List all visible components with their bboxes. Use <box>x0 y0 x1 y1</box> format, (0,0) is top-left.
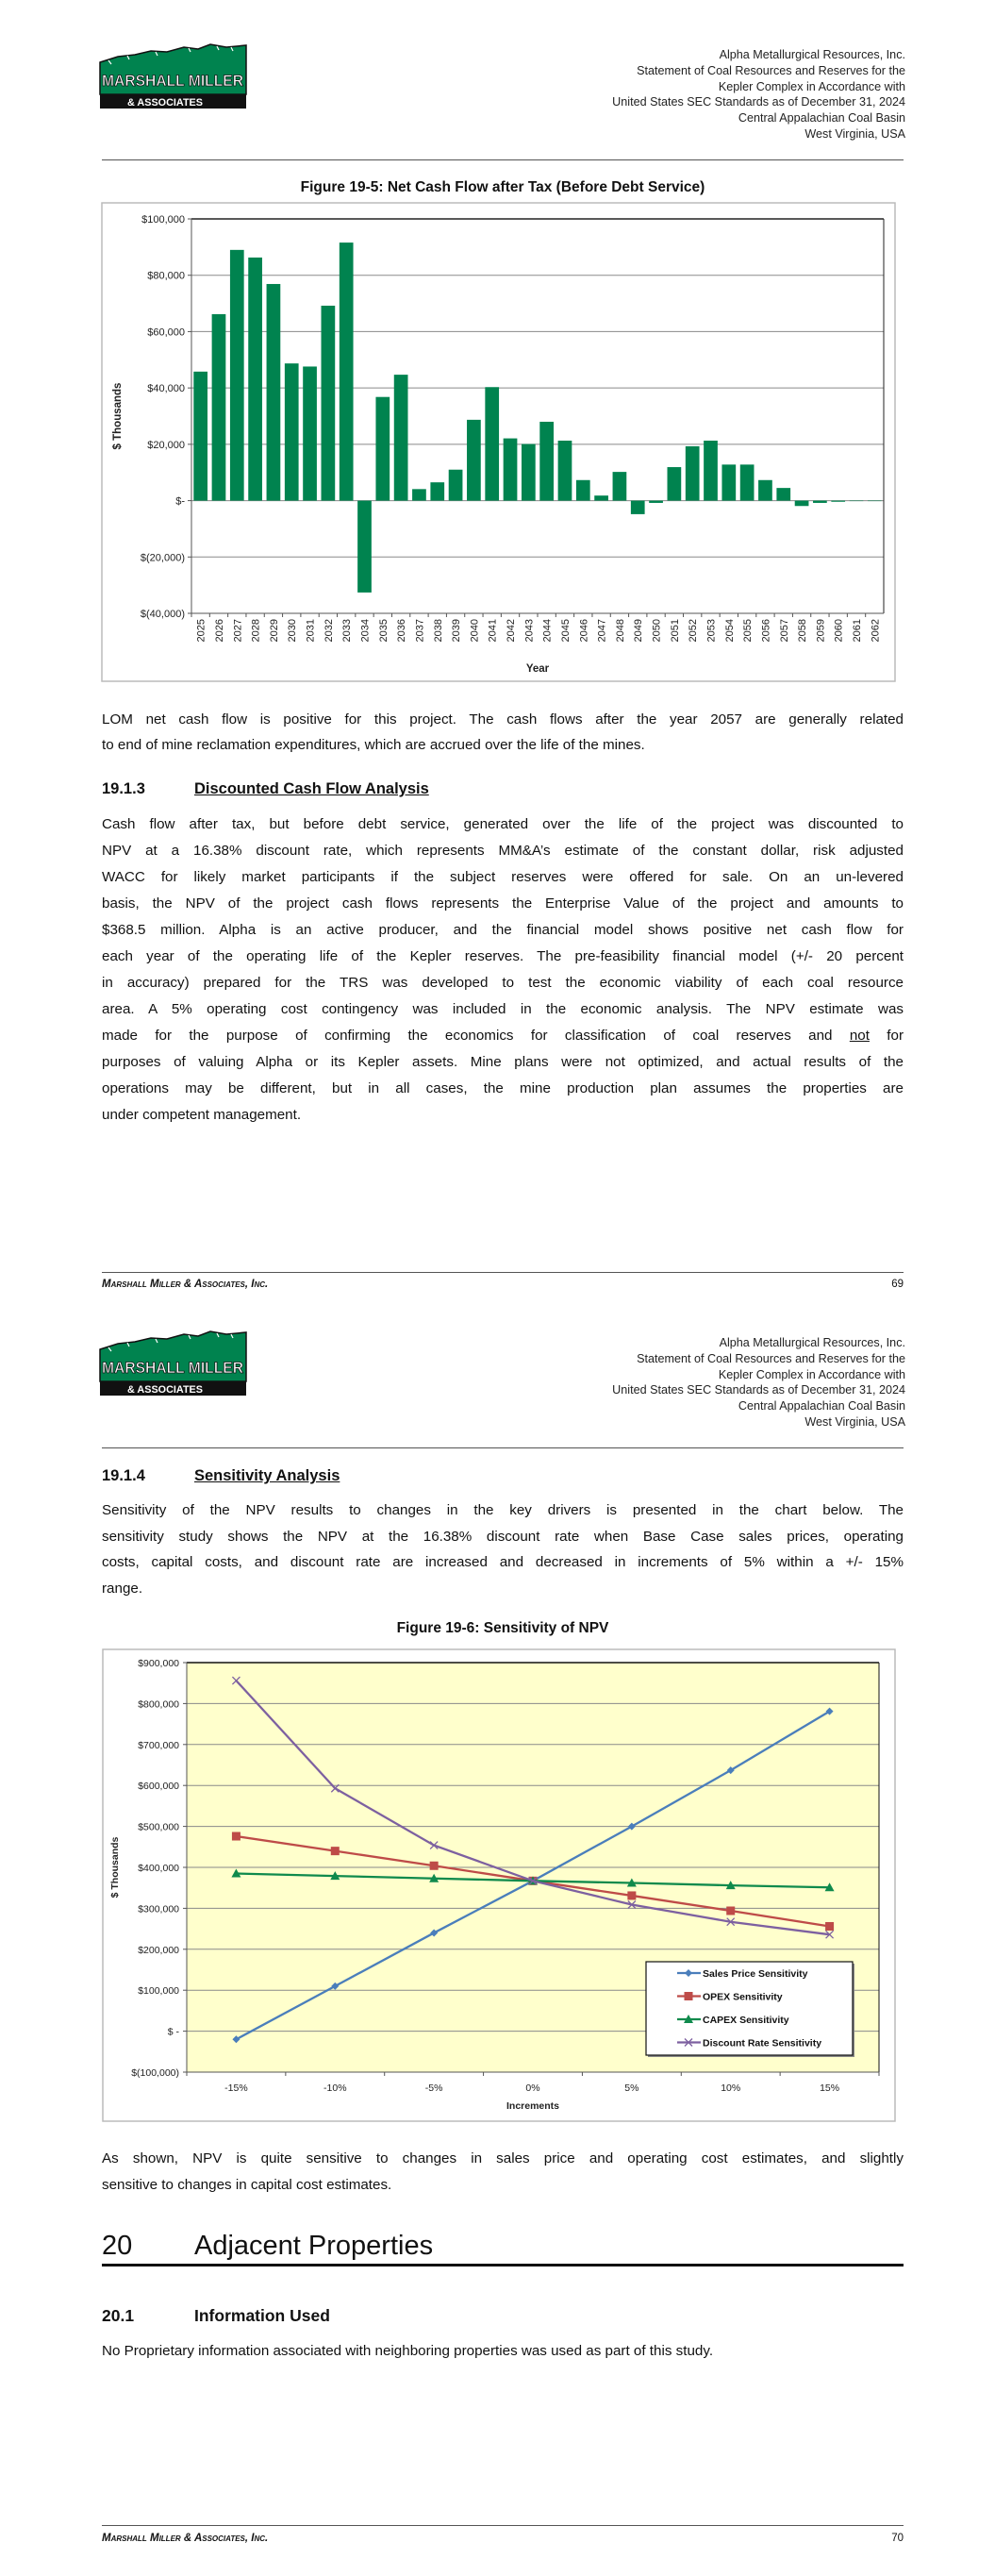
header-line: West Virginia, USA <box>804 126 905 141</box>
x-tick-label: 2050 <box>651 619 663 643</box>
y-tick-label: $100,000 <box>141 214 185 226</box>
section-heading <box>102 1467 340 1485</box>
x-tick-label: 2060 <box>833 619 845 643</box>
figure-title: Figure 19-5: Net Cash Flow after Tax (Before Debt Service) <box>300 179 705 195</box>
body-text-line: to end of mine reclamation expenditures, which are accrued over the life of the mines. <box>102 737 645 753</box>
x-tick-label: 2059 <box>815 619 827 643</box>
x-axis-title: Increments <box>506 2100 560 2112</box>
y-tick-label: $40,000 <box>147 383 185 395</box>
y-tick-label: $200,000 <box>138 1944 179 1956</box>
body-text-line: sensitivity study shows the NPV at the 16.38% discount rate when Base Case sales prices, operating <box>102 1529 904 1545</box>
body-text-line: under competent management. <box>102 1107 302 1123</box>
x-tick-label: 2030 <box>287 619 299 643</box>
bar <box>758 480 772 501</box>
bar <box>430 482 444 500</box>
svg-text:& ASSOCIATES: & ASSOCIATES <box>127 1384 203 1396</box>
x-tick-label: 2053 <box>705 619 718 643</box>
body-text-line: basis, the NPV of the project cash flows represents the Enterprise Value of the project and amounts to <box>102 895 904 912</box>
x-tick-label: 2037 <box>414 619 426 643</box>
y-tick-label: $ - <box>167 2026 179 2038</box>
header-line: United States SEC Standards as of December 31, 2024 <box>612 95 905 109</box>
x-tick-label: 2033 <box>341 619 354 643</box>
section-number: 19.1.4 <box>102 1467 145 1484</box>
x-tick-label: 2048 <box>614 619 626 643</box>
bar <box>813 501 827 503</box>
x-tick-label: 2025 <box>195 619 207 643</box>
x-tick-label: 2049 <box>633 619 645 643</box>
body-text-line: area. A 5% operating cost contingency was included in the economic analysis. The NPV estimate was <box>102 1001 904 1017</box>
chapter-heading <box>102 2231 904 2267</box>
page-footer <box>102 2533 904 2544</box>
figure-title: Figure 19-6: Sensitivity of NPV <box>396 1620 609 1636</box>
report-header <box>612 1335 905 1430</box>
svg-text:MARSHALL MILLER: MARSHALL MILLER <box>102 1359 243 1377</box>
header-line: Statement of Coal Resources and Reserves for the <box>637 1351 905 1365</box>
header-line: Kepler Complex in Accordance with <box>718 79 905 93</box>
x-tick-label: 15% <box>820 2083 840 2094</box>
subsection-heading <box>102 2306 330 2326</box>
header-line: West Virginia, USA <box>804 1414 905 1429</box>
subsection-number: 20.1 <box>102 2306 135 2325</box>
bar <box>485 387 499 500</box>
y-tick-label: $- <box>175 495 185 508</box>
footer-divider <box>102 2525 904 2526</box>
x-tick-label: 2031 <box>305 619 317 643</box>
body-text-line <box>102 1027 904 1045</box>
bar <box>248 258 262 501</box>
bar <box>412 489 426 500</box>
text-segment: for <box>869 1028 904 1044</box>
opex-sensitivitypoint <box>331 1847 340 1855</box>
legend-label: Discount Rate Sensitivity <box>703 2037 822 2049</box>
bar <box>539 422 554 501</box>
x-tick-label: 2028 <box>250 619 262 643</box>
x-tick-label: 2044 <box>541 619 554 643</box>
opex-sensitivitypoint <box>430 1862 439 1870</box>
x-tick-label: 2056 <box>760 619 772 643</box>
header-line: Central Appalachian Coal Basin <box>738 1399 905 1413</box>
x-tick-label: 2032 <box>323 619 335 643</box>
chapter-number: 20 <box>102 2231 133 2261</box>
y-tick-label: $500,000 <box>138 1821 179 1833</box>
body-text-line: $368.5 million. Alpha is an active producer, and the financial model shows positive net cash flow for <box>102 922 904 938</box>
bar <box>322 306 336 501</box>
bar <box>558 441 572 501</box>
x-tick-label: 2043 <box>523 619 536 643</box>
y-tick-label: $60,000 <box>147 326 185 339</box>
bar <box>467 420 481 501</box>
body-text-line: each year of the operating life of the Kepler reserves. The pre-feasibility financial model (+/- 20 percent <box>102 948 904 964</box>
x-tick-label: 2029 <box>268 619 280 643</box>
x-tick-label: 2042 <box>506 619 518 643</box>
y-tick-label: $900,000 <box>138 1658 179 1669</box>
y-tick-label: $20,000 <box>147 439 185 451</box>
x-tick-label: 2041 <box>487 619 499 643</box>
y-tick-label: $400,000 <box>138 1863 179 1874</box>
body-text-line: LOM net cash flow is positive for this project. The cash flows after the year 2057 are generally related <box>102 711 904 728</box>
bar <box>721 464 736 500</box>
body-text-line: WACC for likely market participants if the subject reserves were offered for sale. On an un-levered <box>102 869 904 885</box>
body-text-line: range. <box>102 1581 143 1597</box>
footer-divider <box>102 1272 904 1273</box>
x-tick-label: 10% <box>721 2083 741 2094</box>
legend-label: Sales Price Sensitivity <box>703 1968 808 1980</box>
bar <box>831 501 845 502</box>
bar <box>340 243 354 500</box>
body-text-line: Sensitivity of the NPV results to changes in the key drivers is presented in the chart below. The <box>102 1502 904 1518</box>
y-tick-label: $80,000 <box>147 270 185 282</box>
y-tick-label: $(100,000) <box>131 2067 179 2079</box>
x-axis-title: Year <box>525 663 550 675</box>
bar <box>613 472 627 500</box>
section-heading <box>102 780 429 798</box>
bar <box>449 470 463 501</box>
y-tick-label: $(20,000) <box>140 552 185 564</box>
bar <box>668 467 682 501</box>
x-tick-label: 2045 <box>559 619 572 643</box>
header-line: Statement of Coal Resources and Reserves for the <box>637 63 905 77</box>
bar <box>212 314 226 501</box>
bar <box>267 284 281 501</box>
bar <box>740 464 755 500</box>
x-tick-label: 2035 <box>377 619 390 643</box>
x-tick-label: 2054 <box>723 619 736 643</box>
bar <box>522 444 536 501</box>
opex-sensitivitypoint <box>726 1907 735 1915</box>
body-text-line: purposes of valuing Alpha or its Kepler assets. Mine plans were not optimized, and actual results of the <box>102 1054 904 1070</box>
header-line: United States SEC Standards as of December 31, 2024 <box>612 1383 905 1397</box>
bar <box>357 501 372 593</box>
bar <box>303 366 317 500</box>
header-divider <box>102 1447 904 1448</box>
bar <box>776 488 790 500</box>
body-text-line: As shown, NPV is quite sensitive to changes in sales price and operating cost estimates, and slightly <box>102 2150 904 2166</box>
bar <box>504 439 518 501</box>
body-text-line: Cash flow after tax, but before debt service, generated over the life of the project was discounted to <box>102 816 904 832</box>
opex-sensitivitypoint <box>825 1922 834 1931</box>
npv-sensitivity-chart <box>0 1642 995 2128</box>
legend-label: CAPEX Sensitivity <box>703 2015 789 2026</box>
y-tick-label: $100,000 <box>138 1985 179 1998</box>
x-tick-label: -5% <box>424 2083 443 2094</box>
bar <box>631 501 645 514</box>
bar <box>594 495 608 500</box>
bar <box>375 397 390 501</box>
body-text-line: operations may be different, but in all cases, the mine production plan assumes the properties are <box>102 1080 904 1096</box>
body-text-line: in accuracy) prepared for the TRS was developed to test the economic viability of each coal resource <box>102 975 904 991</box>
body-text-line: No Proprietary information associated with neighboring properties was used as part of this study. <box>102 2343 714 2359</box>
x-tick-label: 2039 <box>451 619 463 643</box>
net-cash-flow-chart <box>0 0 995 698</box>
y-tick-label: $700,000 <box>138 1739 179 1751</box>
y-tick-label: $(40,000) <box>140 609 185 620</box>
x-tick-label: 2051 <box>669 619 681 643</box>
header-line: Alpha Metallurgical Resources, Inc. <box>719 48 905 61</box>
page-number: 70 <box>891 2533 904 2544</box>
y-tick-label: $300,000 <box>138 1903 179 1915</box>
bar <box>285 363 299 500</box>
section-title: Sensitivity Analysis <box>194 1467 340 1484</box>
bar <box>686 446 700 501</box>
x-tick-label: 2034 <box>359 619 372 643</box>
footer-company: Marshall Miller & Associates, Inc. <box>102 2533 269 2544</box>
bar <box>230 250 244 501</box>
x-tick-label: 0% <box>525 2083 540 2094</box>
bar <box>704 441 718 501</box>
text-segment: made for the purpose of confirming the economics for classification of coal reserves and <box>102 1028 850 1044</box>
x-tick-label: 2055 <box>742 619 755 643</box>
body-text-line: sensitive to changes in capital cost estimates. <box>102 2177 392 2193</box>
x-tick-label: 2047 <box>596 619 608 643</box>
y-tick-label: $800,000 <box>138 1698 179 1711</box>
body-text-line: costs, capital costs, and discount rate are increased and decreased in increments of 5% within a +/- 15% <box>102 1554 904 1570</box>
header-line: Kepler Complex in Accordance with <box>718 1367 905 1381</box>
bar <box>576 480 590 501</box>
bar <box>649 501 663 503</box>
x-tick-label: -10% <box>323 2083 347 2094</box>
bar <box>868 501 882 502</box>
x-tick-label: 2052 <box>688 619 700 643</box>
x-tick-label: 5% <box>624 2083 639 2094</box>
company-logo <box>99 1330 247 1397</box>
legend-label: OPEX Sensitivity <box>703 1991 783 2003</box>
x-tick-label: 2057 <box>778 619 790 643</box>
section-number: 19.1.3 <box>102 780 145 797</box>
opex-sensitivitypoint <box>627 1891 636 1899</box>
x-tick-label: 2046 <box>578 619 590 643</box>
x-tick-label: -15% <box>224 2083 248 2094</box>
x-tick-label: 2040 <box>469 619 481 643</box>
subsection-title: Information Used <box>194 2306 330 2325</box>
header-line: Alpha Metallurgical Resources, Inc. <box>719 1336 905 1349</box>
svg-text:& ASSOCIATES: & ASSOCIATES <box>127 97 203 109</box>
x-tick-label: 2062 <box>870 619 882 643</box>
opex-sensitivitypoint <box>232 1832 240 1841</box>
bar <box>193 372 207 501</box>
bar <box>850 501 864 502</box>
header-line: Central Appalachian Coal Basin <box>738 111 905 125</box>
bar <box>795 501 809 507</box>
chapter-title: Adjacent Properties <box>194 2231 434 2261</box>
page-footer <box>102 1279 904 1290</box>
bar <box>394 375 408 500</box>
legend-marker <box>685 1992 693 2000</box>
x-tick-label: 2061 <box>852 619 864 643</box>
body-text-line: NPV at a 16.38% discount rate, which represents MM&A’s estimate of the constant dollar, risk adjusted <box>102 843 904 859</box>
y-axis-title: $ Thousands <box>112 382 124 450</box>
x-tick-label: 2058 <box>797 619 809 643</box>
x-tick-label: 2027 <box>232 619 244 643</box>
footer-company: Marshall Miller & Associates, Inc. <box>102 1279 269 1290</box>
section-title: Discounted Cash Flow Analysis <box>194 780 429 797</box>
x-tick-label: 2036 <box>396 619 408 643</box>
page-number: 69 <box>891 1279 904 1290</box>
y-tick-label: $600,000 <box>138 1781 179 1793</box>
x-tick-label: 2026 <box>213 619 225 643</box>
x-tick-label: 2038 <box>432 619 444 643</box>
y-axis-title: $ Thousands <box>109 1836 121 1899</box>
underlined-word: not <box>849 1028 870 1044</box>
svg-text:MARSHALL MILLER: MARSHALL MILLER <box>102 72 243 90</box>
